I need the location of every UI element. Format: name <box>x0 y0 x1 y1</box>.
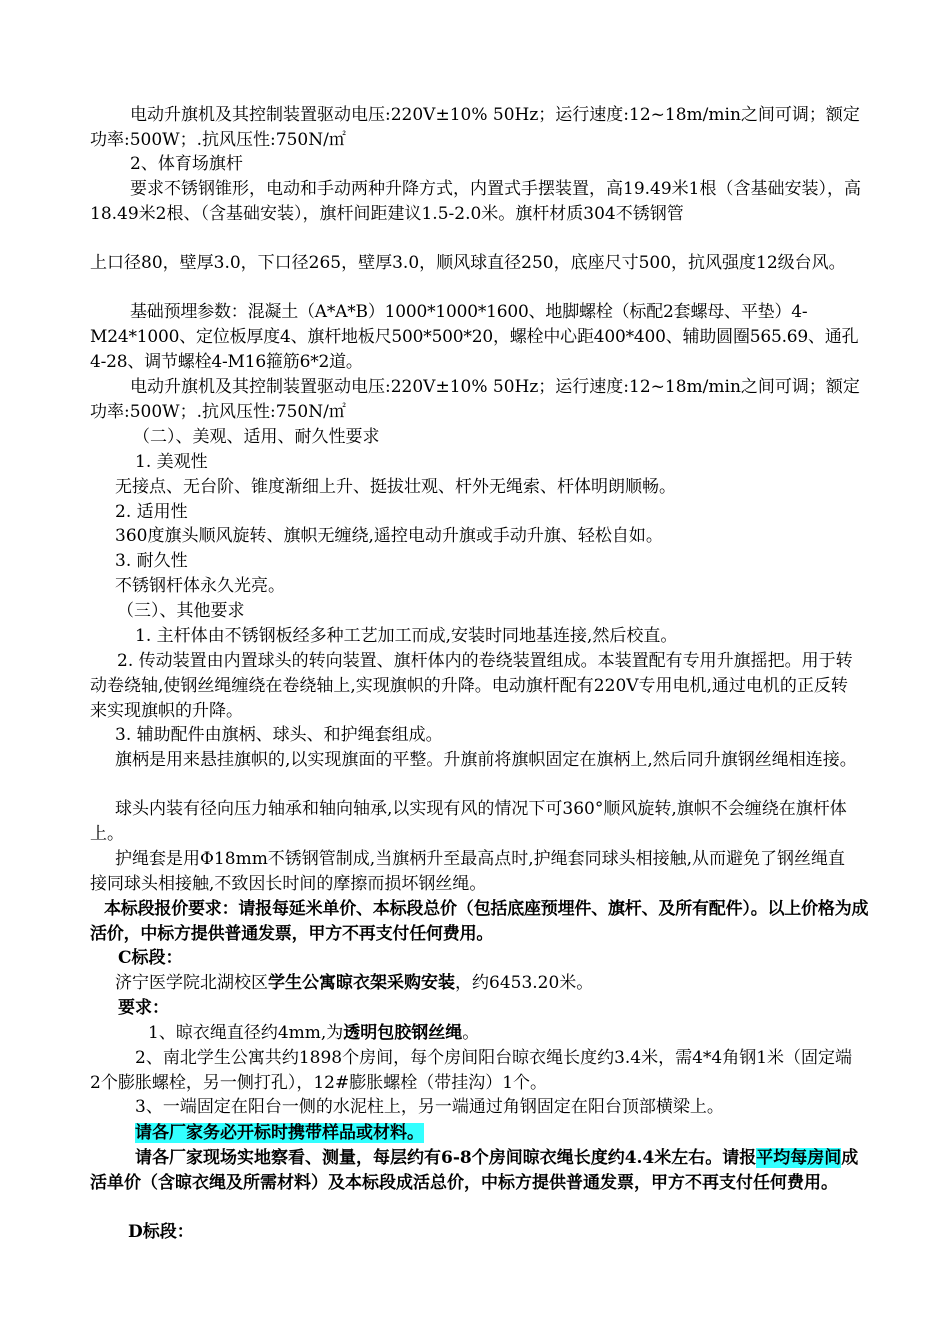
project-name: 学生公寓晾衣架采购安装 <box>268 973 455 993</box>
paragraph-suitability: 360度旗头顺风旋转、旗帜无缠绕,遥控电动升旗或手动升旗、轻松自如。 <box>115 526 663 546</box>
heading-other-requirements: （三）、其他要求 <box>117 601 245 621</box>
project-length: ，约6453.20米。 <box>455 973 594 993</box>
paragraph-aesthetics: 无接点、无台阶、锥度渐细上升、挺拔壮观、杆外无绳索、杆体明朗顺畅。 <box>115 477 676 497</box>
heading-suitability: 2. 适用性 <box>115 502 188 522</box>
paragraph-rope-sleeve: 护绳套是用Φ18mm不锈钢管制成,当旗柄升至最高点时,护绳套同球头相接触,从而避免了钢丝绳直接同球头相接触,不致因长时间的摩擦而损坏钢丝绳。 <box>90 849 846 894</box>
paragraph-main-pole: 1. 主杆体由不锈钢板经多种工艺加工而成,安装时同地基连接,然后校直。 <box>135 626 678 646</box>
paragraph-flag-handle: 旗柄是用来悬挂旗帜的,以实现旗面的平整。升旗前将旗帜固定在旗柄上,然后同升旗钢丝绳相连接。 <box>115 750 857 770</box>
paragraph-transmission: 2. 传动装置由内置球头的转向装置、旗杆体内的卷绕装置组成。本装置配有专用升旗摇把。用于转动卷绕轴,使钢丝绳缠绕在卷绕轴上,实现旗帜的升降。电动旗杆配有220V专用电机,通过电机的正反转来实现旗帜的升降。 <box>90 651 853 721</box>
paragraph-fixing-method: 3、一端固定在阳台一侧的水泥柱上，另一端通过角钢固定在阳台顶部横梁上。 <box>135 1097 724 1117</box>
paragraph-ball-head: 球头内装有径向压力轴承和轴向轴承,以实现有风的情况下可360°顺风旋转,旗帜不会缠绕在旗杆体上。 <box>90 799 847 844</box>
heading-section-d: D标段： <box>128 1222 194 1242</box>
heading-section-c: C标段： <box>118 948 183 968</box>
heading-requirements: 要求： <box>118 998 169 1018</box>
rope-diameter-text: 1、晾衣绳直径约4mm,为 <box>148 1023 344 1043</box>
paragraph-durability: 不锈钢杆体永久光亮。 <box>115 576 285 596</box>
heading-durability: 3. 耐久性 <box>115 551 188 571</box>
paragraph-accessories: 3. 辅助配件由旗柄、球头、和护绳套组成。 <box>115 725 443 745</box>
heading-stadium-flagpole: 2、体育场旗杆 <box>130 154 243 174</box>
paragraph-diameter-spec: 上口径80，壁厚3.0，下口径265，壁厚3.0，顺风球直径250，底座尺寸500，抗风强度12级台风。 <box>90 253 846 273</box>
rope-period: 。 <box>462 1023 480 1043</box>
paragraph-voltage-spec-1: 电动升旗机及其控制装置驱动电压:220V±10% 50Hz；运行速度:12~18m/min之间可调；额定功率:500W；.抗风压性:750N/㎡ <box>90 105 860 150</box>
heading-aesthetics: 1. 美观性 <box>135 452 208 472</box>
per-room-highlight: 平均每房间 <box>756 1148 842 1168</box>
paragraph-sample-notice <box>90 1121 862 1146</box>
paragraph-foundation-params: 基础预埋参数：混凝土（A*A*B）1000*1000*1600、地脚螺栓（标配2套螺母、平垫）4-M24*1000、定位板厚度4、旗杆地板尺500*500*20，螺栓中心距400*400、辅助圆圈565.69、通孔4-28、调节螺栓4-M16箍筋6*2道。 <box>90 302 859 372</box>
campus-name: 济宁医学院北湖校区 <box>115 973 268 993</box>
paragraph-pricing-requirement: 本标段报价要求：请报每延米单价、本标段总价（包括底座预埋件、旗杆、及所有配件）。以上价格为成活价，中标方提供普通发票，甲方不再支付任何费用。 <box>90 899 869 944</box>
rope-material: 透明包胶钢丝绳 <box>343 1023 463 1043</box>
paragraph-voltage-spec-2: 电动升旗机及其控制装置驱动电压:220V±10% 50Hz；运行速度:12~18m/min之间可调；额定功率:500W；.抗风压性:750N/㎡ <box>90 377 860 422</box>
paragraph-section-c-pricing <box>90 1146 862 1196</box>
paragraph-rope-diameter <box>90 1021 862 1046</box>
paragraph-room-count: 2、南北学生公寓共约1898个房间，每个房间阳台晾衣绳长度约3.4米，需4*4角钢1米（固定端2个膨胀螺栓，另一侧打孔），12#膨胀螺栓（带挂沟）1个。 <box>90 1048 853 1093</box>
paragraph-stadium-requirements: 要求不锈钢锥形，电动和手动两种升降方式，内置式手摆装置，高19.49米1根（含基础安装），高18.49米2根、（含基础安装），旗杆间距建议1.5-2.0米。旗杆材质304不锈钢管 <box>90 179 861 224</box>
pricing-text: 成活单价（含晾衣绳及所需材料）及本标段成活总价，中标方提供普通发票，甲方不再支付任何费用。 <box>90 1148 859 1193</box>
paragraph-section-c-intro <box>90 971 862 996</box>
sample-notice-highlight: 请各厂家务必开标时携带样品或材料。 <box>135 1123 424 1143</box>
heading-aesthetics-durability: （二）、美观、适用、耐久性要求 <box>133 427 380 447</box>
site-survey-text: 请各厂家现场实地察看、测量，每层约有6-8个房间晾衣绳长度约4.4米左右。请报 <box>135 1148 757 1168</box>
